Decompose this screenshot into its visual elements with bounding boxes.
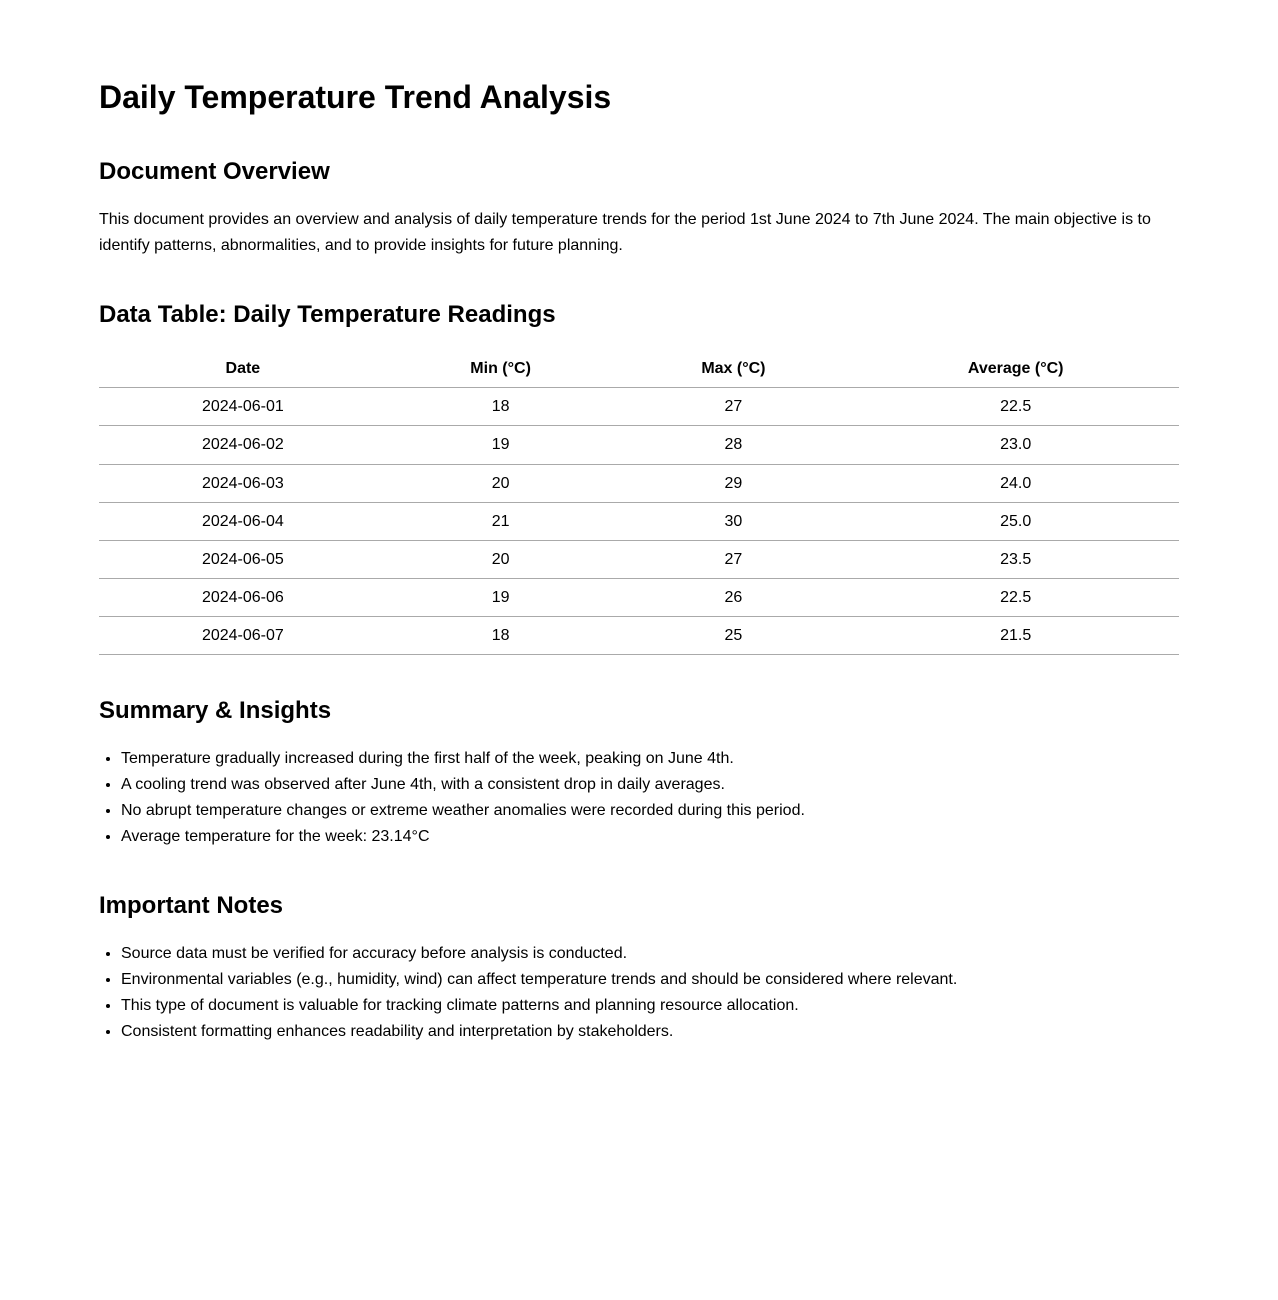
table-row: [99, 464, 1179, 502]
table-cell: 24.0: [852, 464, 1179, 502]
table-cell: 29: [614, 464, 852, 502]
table-cell: 20: [387, 464, 615, 502]
overview-heading: Document Overview: [99, 158, 330, 186]
column-header: Max (°C): [614, 350, 852, 388]
table-cell: 20: [387, 540, 615, 578]
table-cell: 27: [614, 540, 852, 578]
notes-heading: Important Notes: [99, 892, 284, 920]
table-cell: 22.5: [852, 579, 1179, 617]
summary-heading: Summary & Insights: [99, 697, 332, 725]
table-cell: 2024-06-07: [99, 617, 387, 655]
table-cell: 21.5: [852, 617, 1179, 655]
section-summary: [99, 697, 1179, 850]
table-cell: 19: [387, 426, 615, 464]
column-header: Average (°C): [852, 350, 1179, 388]
table-cell: 30: [614, 502, 852, 540]
table-row: [99, 617, 1179, 655]
notes-list: [99, 941, 1179, 1045]
table-cell: 28: [614, 426, 852, 464]
table-cell: 2024-06-03: [99, 464, 387, 502]
table-cell: 2024-06-01: [99, 388, 387, 426]
table-cell: 2024-06-05: [99, 540, 387, 578]
section-data-table: [99, 301, 1179, 655]
data-table-heading: Data Table: Daily Temperature Readings: [99, 301, 556, 329]
summary-item: • Temperature gradually increased during the first half of the week, peaking on June 4th.: [121, 746, 1179, 772]
notes-item: • Source data must be verified for accuracy before analysis is conducted.: [121, 941, 1179, 967]
table-cell: 27: [614, 388, 852, 426]
table-row: [99, 540, 1179, 578]
table-cell: 18: [387, 388, 615, 426]
summary-list: [99, 746, 1179, 850]
table-cell: 2024-06-06: [99, 579, 387, 617]
table-cell: 23.0: [852, 426, 1179, 464]
column-header: Date: [99, 350, 387, 388]
table-cell: 26: [614, 579, 852, 617]
table-cell: 18: [387, 617, 615, 655]
section-overview: [99, 158, 1179, 259]
table-cell: 23.5: [852, 540, 1179, 578]
table-row: [99, 579, 1179, 617]
table-row: [99, 388, 1179, 426]
summary-item: • Average temperature for the week: 23.14°C: [121, 824, 1179, 850]
notes-item: • Environmental variables (e.g., humidity, wind) can affect temperature trends and should be considered where relevant.: [121, 967, 1179, 993]
overview-paragraph: This document provides an overview and analysis of daily temperature trends for the period 1st June 2024 to 7th June 2024. The main objective is to identify patterns, abnormalities, and to provide insights for future planning.: [99, 211, 1151, 255]
table-cell: 25: [614, 617, 852, 655]
table-row: [99, 502, 1179, 540]
table-header-row: [99, 350, 1179, 388]
table-cell: 25.0: [852, 502, 1179, 540]
table-cell: 21: [387, 502, 615, 540]
notes-item: • This type of document is valuable for tracking climate patterns and planning resource allocation.: [121, 993, 1179, 1019]
column-header: Min (°C): [387, 350, 615, 388]
table-cell: 22.5: [852, 388, 1179, 426]
section-notes: [99, 892, 1179, 1045]
table-cell: 19: [387, 579, 615, 617]
table-row: [99, 426, 1179, 464]
table-cell: 2024-06-02: [99, 426, 387, 464]
summary-item: • No abrupt temperature changes or extreme weather anomalies were recorded during this period.: [121, 798, 1179, 824]
page-title: Daily Temperature Trend Analysis: [99, 79, 612, 115]
table-cell: 2024-06-04: [99, 502, 387, 540]
summary-item: • A cooling trend was observed after June 4th, with a consistent drop in daily averages.: [121, 772, 1179, 798]
notes-item: • Consistent formatting enhances readability and interpretation by stakeholders.: [121, 1019, 1179, 1045]
temperature-table: [99, 350, 1179, 656]
